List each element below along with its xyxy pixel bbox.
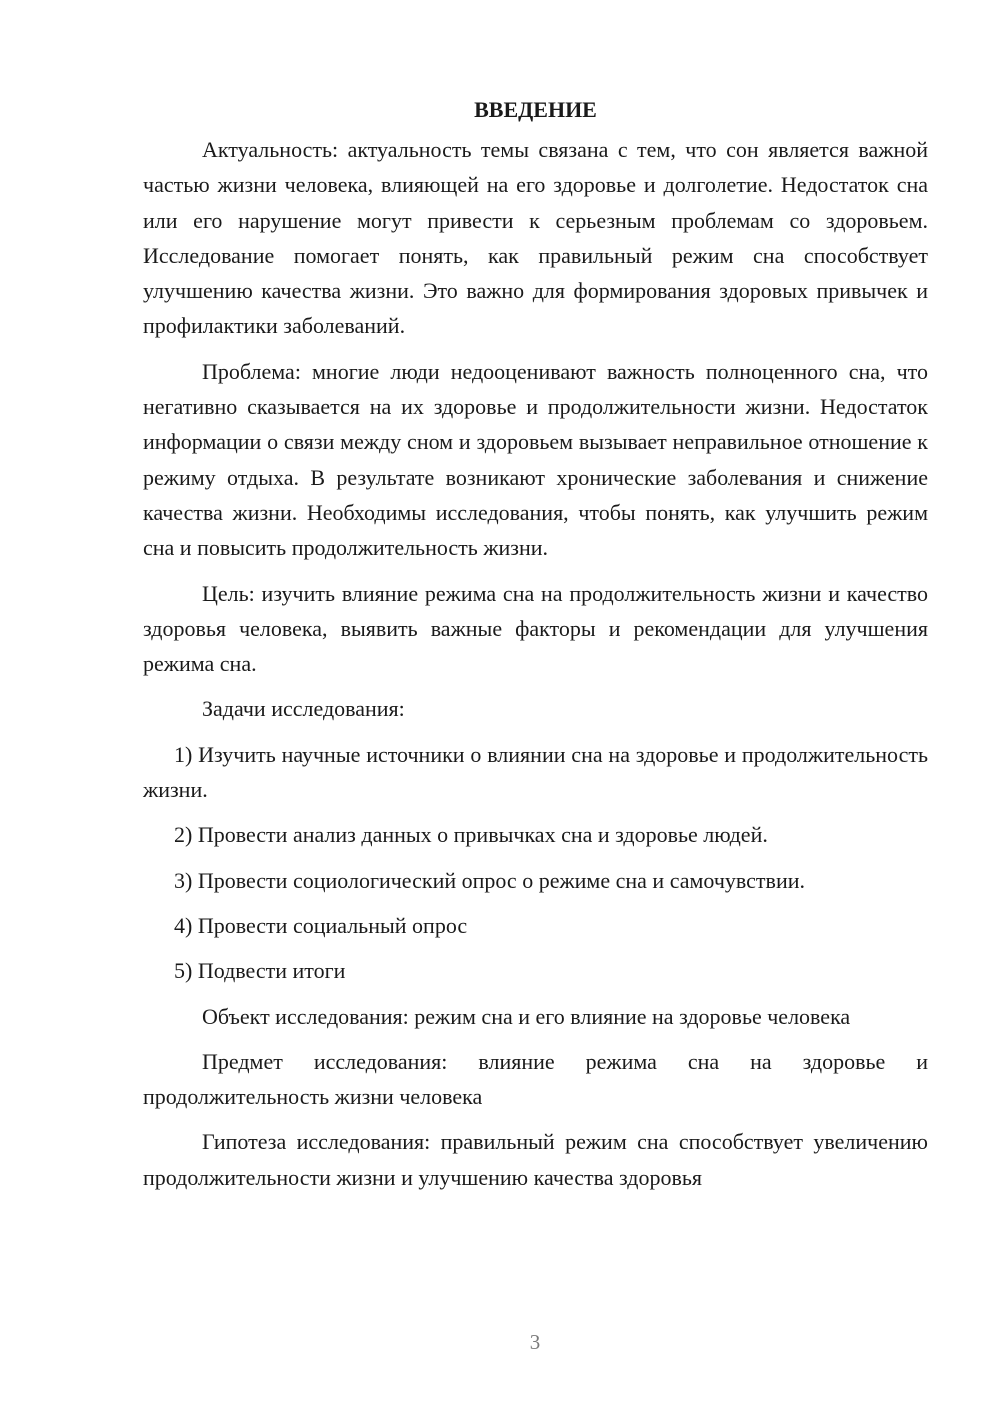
section-title: ВВЕДЕНИЕ — [474, 97, 597, 122]
subject-paragraph: Предмет исследования: влияние режима сна на здоровье и продолжительность жизни человека — [143, 1048, 928, 1110]
task-item: 3) Провести социологический опрос о режиме сна и самочувствии. — [174, 867, 805, 893]
goal-paragraph: Цель: изучить влияние режима сна на продолжительность жизни и качество здоровья человека, выявить важные факторы и рекомендации для улучшения режима сна. — [143, 580, 928, 677]
tasks-heading: Задачи исследования: — [202, 696, 405, 722]
task-item: 1) Изучить научные источники о влиянии сна на здоровье и продолжительность жизни. — [143, 741, 928, 803]
page-number: 3 — [529, 1330, 541, 1354]
task-item: 5) Подвести итоги — [174, 958, 346, 984]
task-item: 2) Провести анализ данных о привычках сна и здоровье людей. — [174, 822, 768, 848]
problem-paragraph: Проблема: многие люди недооценивают важность полноценного сна, что негативно сказывается на их здоровье и продолжительности жизни. Недостаток информации о связи между сном и здоровьем вызывает неправильное отношение к режиму отдыха. В результате возникают хронические заболевания и снижение качества жизни. Необходимы исследования, чтобы понять, как улучшить режим сна и повысить продолжительность жизни. — [143, 358, 928, 561]
tasks-list — [143, 737, 928, 989]
task-item: 4) Провести социальный опрос — [174, 912, 468, 938]
hypothesis-paragraph: Гипотеза исследования: правильный режим сна способствует увеличению продолжительности жизни и улучшению качества здоровья — [143, 1129, 928, 1190]
document-page — [143, 92, 928, 1205]
relevance-paragraph: Актуальность: актуальность темы связана с тем, что сон является важной частью жизни человека, влияющей на его здоровье и долголетие. Недостаток сна или его нарушение могут привести к серьезным проблемам со здоровьем. Исследование помогает понять, как правильный режим сна способствует улучшению качества жизни. Это важно для формирования здоровых привычек и профилактики заболеваний. — [143, 137, 928, 339]
object-paragraph: Объект исследования: режим сна и его влияние на здоровье человека — [202, 1003, 851, 1029]
